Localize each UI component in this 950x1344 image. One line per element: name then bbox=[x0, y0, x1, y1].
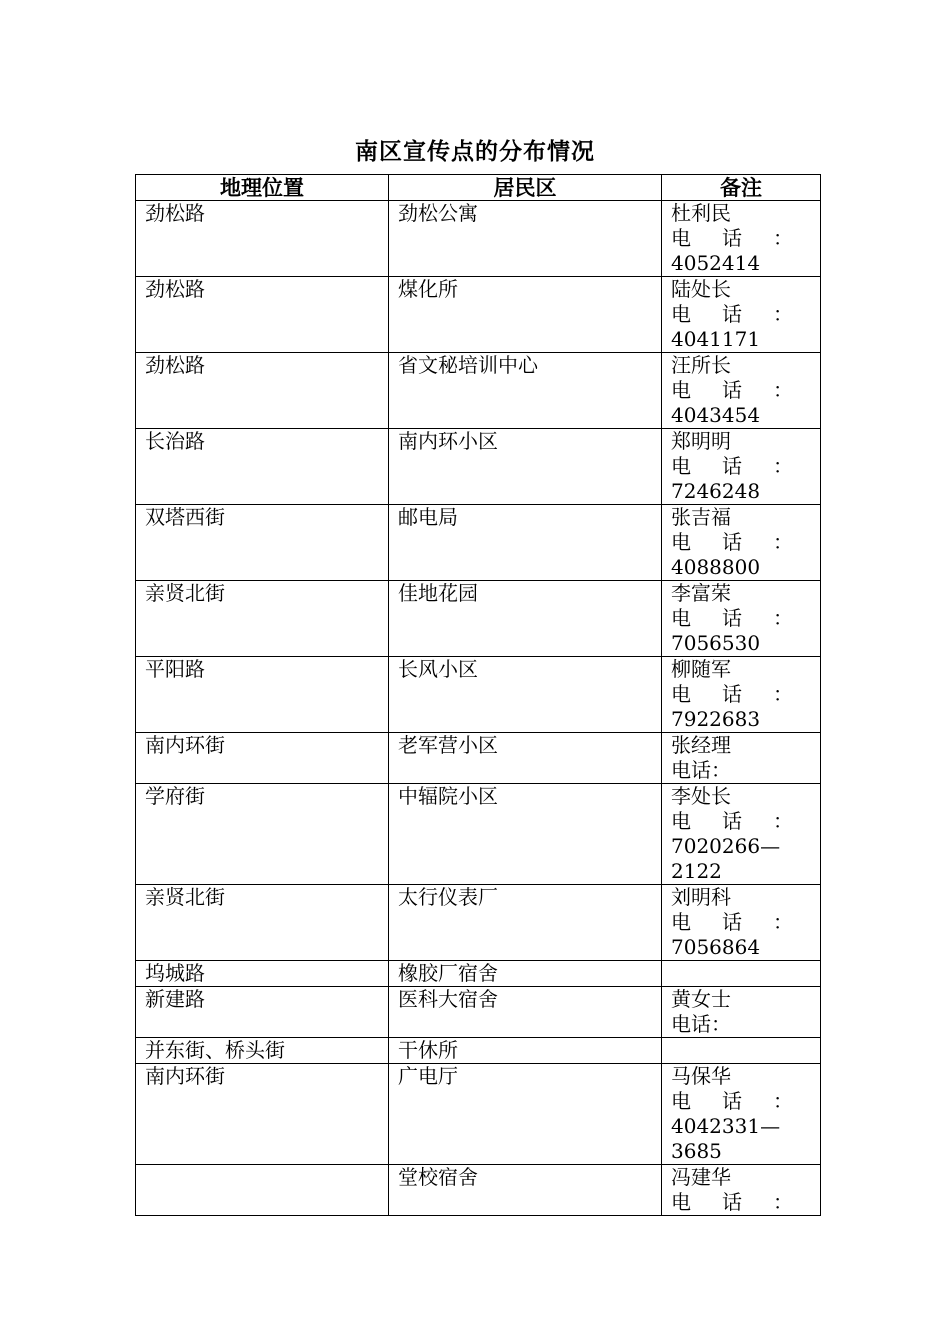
cell-community: 省文秘培训中心 bbox=[389, 353, 662, 429]
contact-name: 柳随军 bbox=[671, 657, 731, 681]
phone-label-char: ： bbox=[773, 809, 793, 833]
cell-location: 新建路 bbox=[136, 987, 389, 1038]
phone-label-char: 话 bbox=[722, 226, 742, 250]
table-row bbox=[136, 201, 821, 277]
phone-label bbox=[671, 302, 811, 327]
phone-label bbox=[671, 530, 811, 555]
phone-label bbox=[671, 1089, 811, 1114]
phone-number: 7056530 bbox=[671, 631, 761, 655]
phone-label-char: 电 bbox=[671, 682, 691, 706]
contact-name: 张吉福 bbox=[671, 505, 731, 529]
cell-location: 双塔西街 bbox=[136, 505, 389, 581]
phone-number: 7922683 bbox=[671, 707, 761, 731]
phone-label-char: 电 bbox=[671, 809, 691, 833]
cell-location: 平阳路 bbox=[136, 657, 389, 733]
phone-label-char: ： bbox=[773, 226, 793, 250]
cell-location: 南内环街 bbox=[136, 1064, 389, 1165]
table-row bbox=[136, 961, 821, 987]
phone-label-char: ： bbox=[773, 910, 793, 934]
cell-notes bbox=[662, 784, 821, 885]
cell-location: 亲贤北街 bbox=[136, 885, 389, 961]
cell-community: 中辐院小区 bbox=[389, 784, 662, 885]
distribution-table bbox=[135, 174, 821, 1216]
cell-notes bbox=[662, 1038, 821, 1064]
phone-label bbox=[671, 910, 811, 935]
cell-community: 佳地花园 bbox=[389, 581, 662, 657]
contact-name: 李富荣 bbox=[671, 581, 731, 605]
phone-number: 7020266— bbox=[671, 834, 781, 858]
cell-location: 并东街、桥头街 bbox=[136, 1038, 389, 1064]
cell-notes bbox=[662, 657, 821, 733]
phone-label-char: 话 bbox=[722, 454, 742, 478]
phone-label-char: 电 bbox=[671, 530, 691, 554]
phone-label bbox=[671, 378, 811, 403]
cell-notes bbox=[662, 429, 821, 505]
cell-notes bbox=[662, 581, 821, 657]
cell-community: 堂校宿舍 bbox=[389, 1165, 662, 1216]
contact-name: 张经理 bbox=[671, 733, 731, 757]
cell-community: 医科大宿舍 bbox=[389, 987, 662, 1038]
phone-label-char: 话 bbox=[722, 378, 742, 402]
cell-notes bbox=[662, 1064, 821, 1165]
cell-community: 老军营小区 bbox=[389, 733, 662, 784]
contact-name: 李处长 bbox=[671, 784, 731, 808]
table-row bbox=[136, 733, 821, 784]
phone-extension: 2122 bbox=[671, 859, 722, 883]
cell-notes bbox=[662, 885, 821, 961]
phone-label-char: ： bbox=[773, 378, 793, 402]
cell-community: 劲松公寓 bbox=[389, 201, 662, 277]
phone-label-char: 电 bbox=[671, 378, 691, 402]
cell-location: 劲松路 bbox=[136, 201, 389, 277]
cell-location: 学府街 bbox=[136, 784, 389, 885]
phone-label-char: ： bbox=[773, 1190, 793, 1214]
phone-label-char: 话 bbox=[722, 910, 742, 934]
cell-location: 南内环街 bbox=[136, 733, 389, 784]
contact-name: 刘明科 bbox=[671, 885, 731, 909]
phone-label-char: 话 bbox=[722, 1190, 742, 1214]
table-row bbox=[136, 784, 821, 885]
table-header-row bbox=[136, 175, 821, 201]
phone-label-char: ： bbox=[773, 302, 793, 326]
cell-community: 干休所 bbox=[389, 1038, 662, 1064]
cell-location: 坞城路 bbox=[136, 961, 389, 987]
phone-number: 4088800 bbox=[671, 555, 761, 579]
contact-name: 杜利民 bbox=[671, 201, 731, 225]
cell-community: 煤化所 bbox=[389, 277, 662, 353]
table-row bbox=[136, 657, 821, 733]
phone-label: 电话： bbox=[671, 1012, 731, 1036]
cell-community: 橡胶厂宿舍 bbox=[389, 961, 662, 987]
cell-notes bbox=[662, 353, 821, 429]
phone-label-char: 话 bbox=[722, 682, 742, 706]
phone-label-char: 电 bbox=[671, 606, 691, 630]
table-row bbox=[136, 987, 821, 1038]
phone-label-char: 电 bbox=[671, 1190, 691, 1214]
phone-number: 4052414 bbox=[671, 251, 761, 275]
phone-number: 4043454 bbox=[671, 403, 761, 427]
header-location: 地理位置 bbox=[136, 175, 389, 201]
contact-name: 汪所长 bbox=[671, 353, 731, 377]
phone-label bbox=[671, 454, 811, 479]
phone-extension: 3685 bbox=[671, 1139, 722, 1163]
phone-label bbox=[671, 682, 811, 707]
phone-label-char: 电 bbox=[671, 1089, 691, 1113]
table-row bbox=[136, 429, 821, 505]
phone-number: 4042331— bbox=[671, 1114, 781, 1138]
page-title: 南区宣传点的分布情况 bbox=[355, 138, 595, 165]
cell-notes bbox=[662, 1165, 821, 1216]
phone-label bbox=[671, 606, 811, 631]
phone-label-char: ： bbox=[773, 530, 793, 554]
phone-number: 7246248 bbox=[671, 479, 761, 503]
table-row bbox=[136, 1064, 821, 1165]
contact-name: 陆处长 bbox=[671, 277, 731, 301]
phone-label-char: 电 bbox=[671, 454, 691, 478]
phone-label-char: 话 bbox=[722, 530, 742, 554]
phone-label-char: 电 bbox=[671, 910, 691, 934]
cell-notes bbox=[662, 987, 821, 1038]
header-community: 居民区 bbox=[389, 175, 662, 201]
phone-label-char: ： bbox=[773, 682, 793, 706]
phone-label-char: ： bbox=[773, 606, 793, 630]
phone-label-char: 话 bbox=[722, 302, 742, 326]
phone-label bbox=[671, 1190, 811, 1215]
phone-label-char: 电 bbox=[671, 226, 691, 250]
cell-location: 亲贤北街 bbox=[136, 581, 389, 657]
contact-name: 郑明明 bbox=[671, 429, 731, 453]
phone-label-char: 电 bbox=[671, 302, 691, 326]
cell-notes bbox=[662, 505, 821, 581]
phone-label bbox=[671, 809, 811, 834]
cell-notes bbox=[662, 733, 821, 784]
phone-label-char: ： bbox=[773, 1089, 793, 1113]
contact-name: 黄女士 bbox=[671, 987, 731, 1011]
phone-label-char: 话 bbox=[722, 606, 742, 630]
table-row bbox=[136, 505, 821, 581]
table-row bbox=[136, 1165, 821, 1216]
table-row bbox=[136, 277, 821, 353]
header-notes: 备注 bbox=[662, 175, 821, 201]
cell-location: 劲松路 bbox=[136, 353, 389, 429]
table-row bbox=[136, 885, 821, 961]
contact-name: 冯建华 bbox=[671, 1165, 731, 1189]
cell-community: 邮电局 bbox=[389, 505, 662, 581]
table-row bbox=[136, 1038, 821, 1064]
cell-location bbox=[136, 1165, 389, 1216]
cell-community: 长风小区 bbox=[389, 657, 662, 733]
cell-community: 南内环小区 bbox=[389, 429, 662, 505]
table-row bbox=[136, 581, 821, 657]
phone-label-char: 话 bbox=[722, 1089, 742, 1113]
phone-label: 电话： bbox=[671, 758, 731, 782]
phone-label bbox=[671, 226, 811, 251]
cell-location: 长治路 bbox=[136, 429, 389, 505]
cell-community: 太行仪表厂 bbox=[389, 885, 662, 961]
cell-notes bbox=[662, 961, 821, 987]
cell-community: 广电厅 bbox=[389, 1064, 662, 1165]
phone-label-char: ： bbox=[773, 454, 793, 478]
contact-name: 马保华 bbox=[671, 1064, 731, 1088]
cell-notes bbox=[662, 277, 821, 353]
phone-number: 4041171 bbox=[671, 327, 761, 351]
cell-notes bbox=[662, 201, 821, 277]
phone-label-char: 话 bbox=[722, 809, 742, 833]
phone-number: 7056864 bbox=[671, 935, 761, 959]
cell-location: 劲松路 bbox=[136, 277, 389, 353]
table-row bbox=[136, 353, 821, 429]
